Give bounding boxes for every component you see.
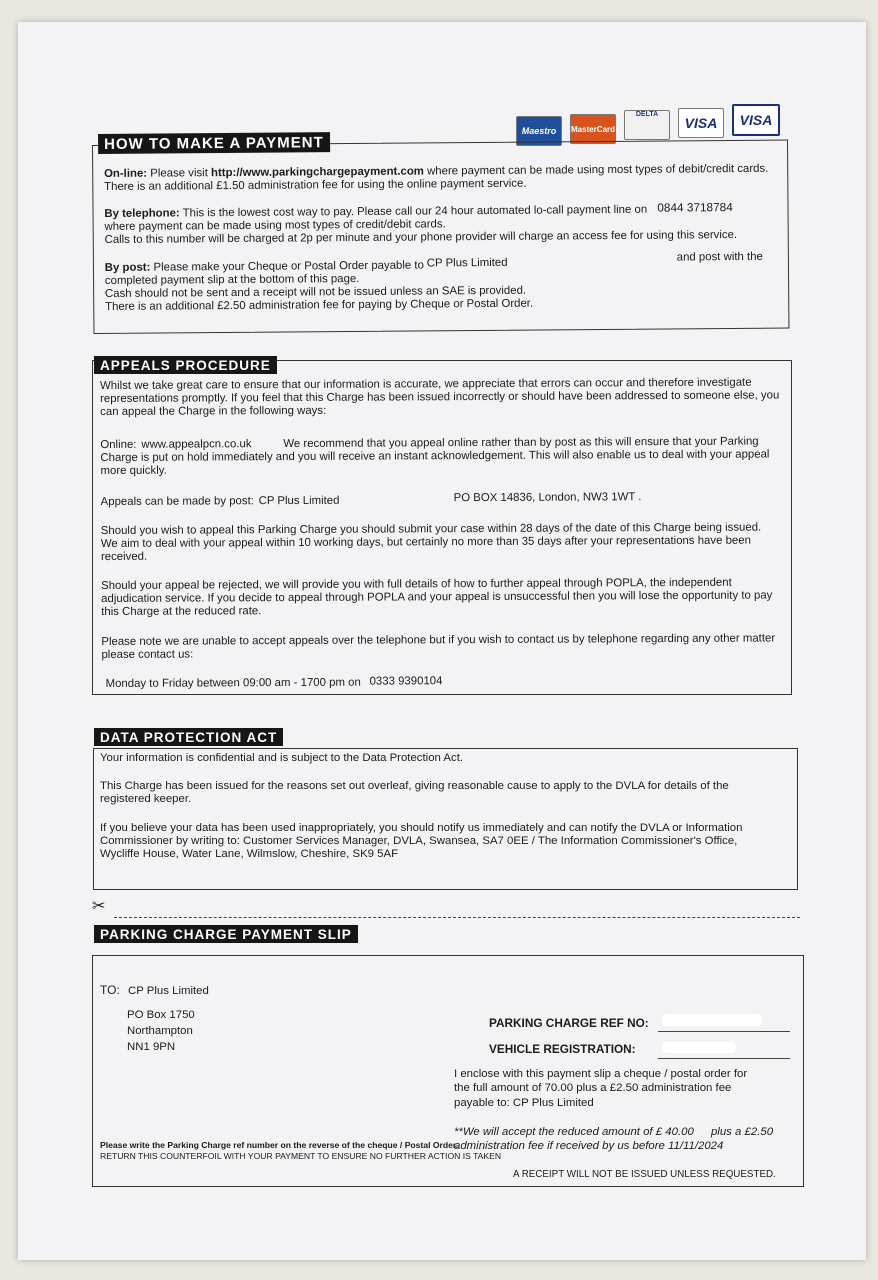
appeals-online-text2: Charge is put on hold immediately and you will receive an instant acknowledgement. This will also enable us to deal with your appeal more quickly. (100, 448, 770, 477)
payment-post-label: By post: (104, 261, 151, 274)
slip-enclose-pre: the full amount of (454, 1082, 542, 1094)
slip-enclose-post: plus a £2.50 administration fee (576, 1082, 732, 1094)
data-protection-p2: This Charge has been issued for the reasons set out overleaf, giving reasonable cause to apply to the DVLA for details of the registered keeper. (100, 780, 729, 805)
payment-online-label: On-line: (104, 167, 148, 180)
payment-online-fee: There is an additional £1.50 administration fee for using the online payment service. (104, 177, 527, 193)
letter-page (18, 22, 866, 1260)
appeals-rejected: Should your appeal be rejected, we will provide you with full details of how to further appeal through POPLA, the independent adjudication service. If you decide to appeal through POPLA and your appeal is unsuccessful then you will lose the opportunity to pay this Charge at the reduced rate. (101, 576, 773, 618)
appeals-intro: Whilst we take great care to ensure that our information is accurate, we appreciate that errors can occur and therefore investigate representations promptly. If you feel that this Charge has been issued incorrectly or should have been addressed to someone else, you can appeal the Charge in the following ways: (100, 376, 780, 418)
payment-tel-text: This is the lowest cost way to pay. Please call our 24 hour automated lo-call payment line on (182, 203, 648, 220)
scissors-icon: ✂ (92, 896, 106, 915)
appeals-heading: APPEALS PROCEDURE (94, 356, 277, 374)
appeals-online-label: Online: (100, 438, 137, 451)
appeals-submit: Should you wish to appeal this Parking Charge you should submit your case within 28 days of the date of this Charge being issued. We aim to deal with your appeal within 10 working days, but certainly no more than 35 days after your representations have been received. (100, 521, 762, 563)
slip-reduced-date: 11/11/2024 (668, 1140, 724, 1152)
slip-ref-label: PARKING CHARGE REF NO: (489, 1016, 649, 1030)
slip-reg-label: VEHICLE REGISTRATION: (489, 1042, 636, 1056)
slip-note1: Please write the Parking Charge ref number on the reverse of the cheque / Postal Order. (100, 1140, 459, 1150)
appeals-phone-note: Please note we are unable to accept appeals over the telephone but if you wish to contact us by telephone regarding any other matter please contact us: (101, 632, 776, 661)
slip-payable-line (454, 1097, 594, 1110)
slip-reduced-line2-pre: administration fee if received by us before (454, 1140, 665, 1152)
payment-post-and: and post with the (676, 250, 763, 264)
payment-heading: HOW TO MAKE A PAYMENT (98, 132, 330, 154)
visa-electron-logo: VISA (732, 104, 780, 136)
payment-slip-content (18, 22, 866, 1260)
slip-reduced-post: plus a £2.50 (710, 1126, 774, 1138)
payment-post-line4: There is an additional £2.50 administration fee for paying by Cheque or Postal Order. (105, 297, 534, 313)
visa-logo: VISA (678, 108, 724, 138)
slip-address-line1: PO Box 1750 (127, 1009, 195, 1021)
slip-enclose-line1: I enclose with this payment slip a cheque / postal order for (454, 1068, 748, 1080)
slip-address-line2: Northampton (127, 1025, 193, 1037)
slip-note2: RETURN THIS COUNTERFOIL WITH YOUR PAYMENT TO ENSURE NO FURTHER ACTION IS TAKEN (100, 1151, 502, 1161)
reg-field-line[interactable] (658, 1058, 790, 1059)
slip-payable-name: CP Plus Limited (512, 1097, 594, 1109)
appeals-online-text1: We recommend that you appeal online rather than by post as this will ensure that your Parking (283, 435, 759, 451)
slip-reduced-pre: **We will accept the reduced amount of £ (454, 1126, 663, 1138)
slip-reduced-line1 (454, 1126, 773, 1139)
ref-field-line[interactable] (658, 1031, 790, 1032)
data-protection-p1: Your information is confidential and is subject to the Data Protection Act. (100, 752, 464, 764)
appeals-post-address: PO BOX 14836, London, NW3 1WT . (453, 491, 642, 505)
slip-full-amount: 70.00 (544, 1082, 574, 1094)
slip-payable-label: payable to: (454, 1097, 510, 1109)
payment-tel-line2: where payment can be made using most types of credit/debit cards. (104, 218, 446, 233)
payment-post-line2: completed payment slip at the bottom of this page. (104, 272, 360, 287)
appeals-post-name: CP Plus Limited (258, 494, 340, 508)
payment-post-payee: CP Plus Limited (426, 256, 508, 270)
payment-online-post: where payment can be made using most types of debit/credit cards. (423, 162, 769, 178)
reg-redaction (662, 1042, 736, 1053)
slip-reduced-amount: 40.00 (665, 1126, 694, 1138)
payment-tel-number: 0844 3718784 (657, 200, 733, 215)
data-protection-p3: If you believe your data has been used inappropriately, you should notify us immediately and can notify the DVLA or Information Commissioner by writing to: Customer Services Manager, DVLA, Swansea, SA7 0EE / The Information Commissioner's Office, Wycliffe House, Water Lane, Wilmslow, Cheshire, SK9 5AF (100, 822, 743, 860)
appeals-post-label: Appeals can be made by post: (100, 495, 254, 508)
slip-to-label: TO: (100, 983, 120, 997)
payment-online-pre: Please visit (150, 167, 212, 180)
slip-to-name: CP Plus Limited (128, 985, 209, 997)
ref-redaction (662, 1014, 762, 1026)
payment-post-text: Please make your Cheque or Postal Order payable to (153, 259, 424, 274)
maestro-logo: Maestro (516, 116, 562, 146)
data-protection-heading: DATA PROTECTION ACT (94, 728, 283, 746)
appeals-online-url[interactable]: www.appealpcn.co.uk (141, 438, 252, 451)
slip-receipt-note: A RECEIPT WILL NOT BE ISSUED UNLESS REQUESTED. (513, 1169, 776, 1180)
payment-tel-label: By telephone: (104, 207, 180, 220)
slip-address-line3: NN1 9PN (127, 1041, 176, 1053)
appeals-hours: Monday to Friday between 09:00 am - 1700 pm on (105, 676, 361, 690)
payment-post-line3: Cash should not be sent and a receipt will not be issued unless an SAE is provided. (104, 284, 527, 300)
payment-tel-line3: Calls to this number will be charged at 2p per minute and your phone provider will charge an access fee for using this service. (104, 229, 738, 246)
payment-slip-heading: PARKING CHARGE PAYMENT SLIP (94, 925, 358, 943)
delta-logo: DELTA (624, 110, 670, 140)
slip-enclose-line2 (454, 1082, 731, 1095)
payment-online-url[interactable]: http://www.parkingchargepayment.com (210, 165, 424, 180)
appeals-hours-phone: 0333 9390104 (369, 675, 443, 688)
mastercard-logo: MasterCard (570, 114, 616, 144)
